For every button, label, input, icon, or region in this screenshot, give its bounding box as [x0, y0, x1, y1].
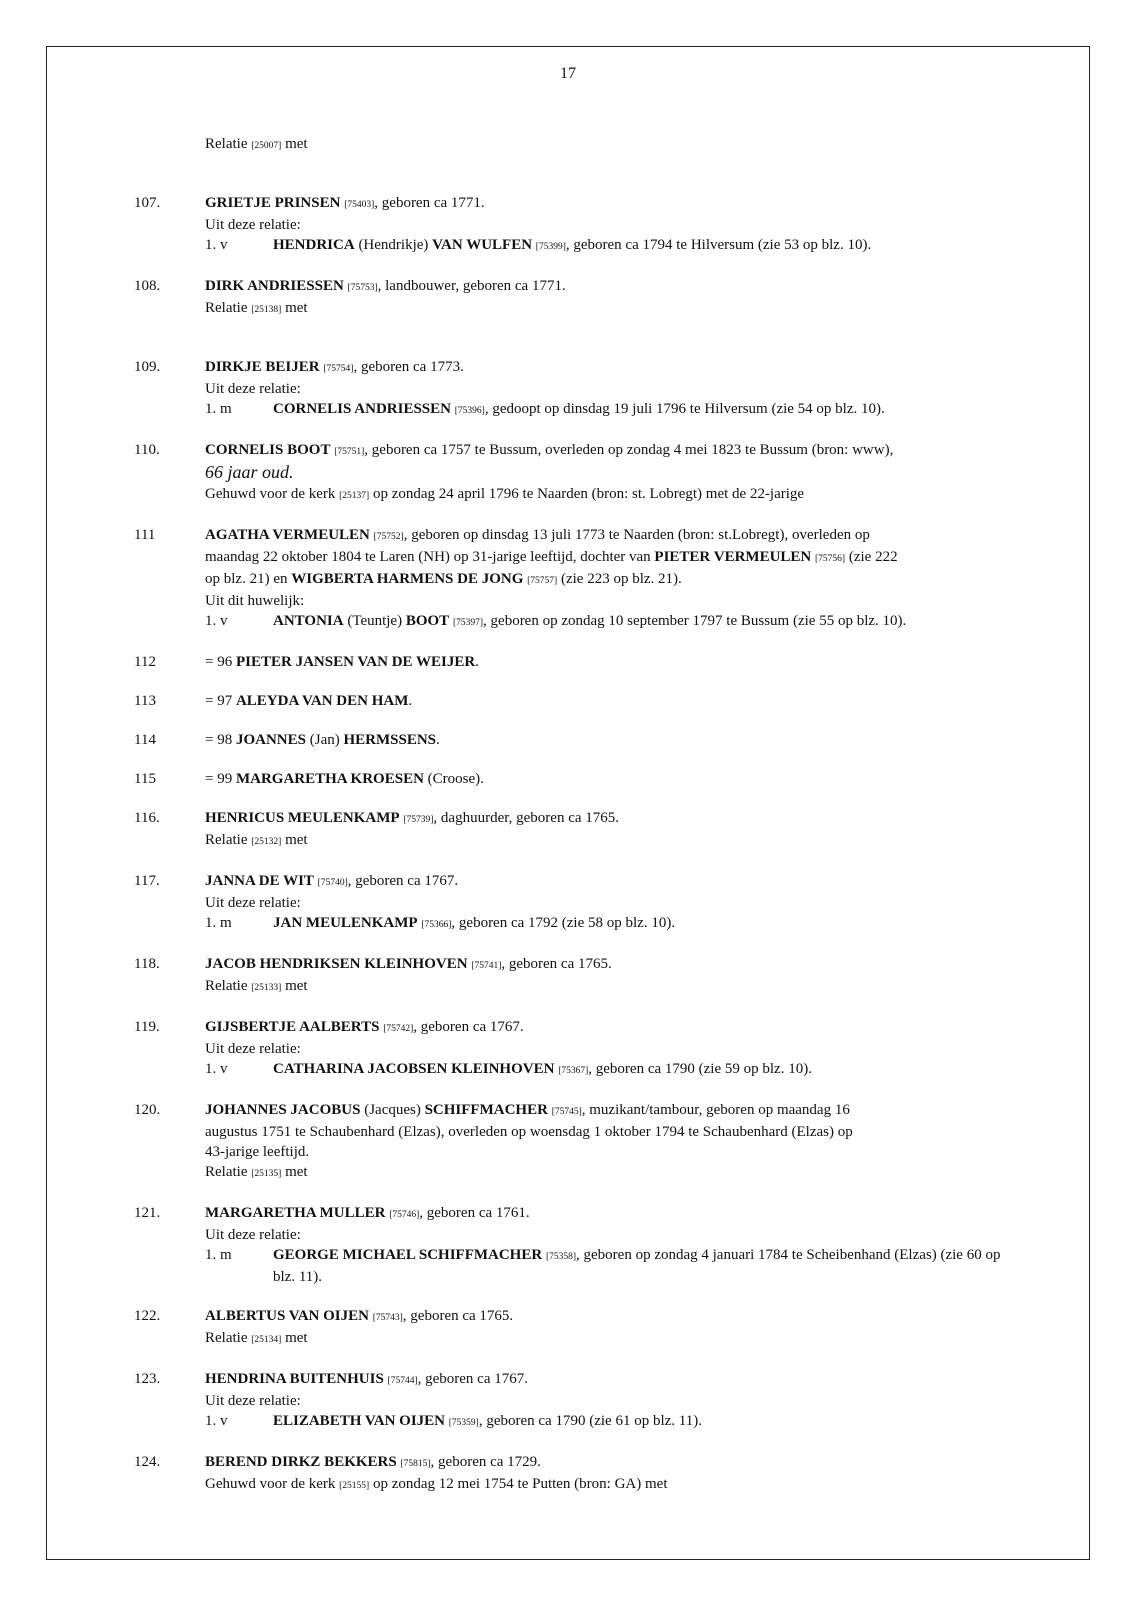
- spacer: [0, 750, 1136, 769]
- spacer: [0, 1287, 1136, 1306]
- entry-text: , landbouwer, geboren ca 1771.: [377, 278, 566, 294]
- entry: [0, 525, 1136, 633]
- entry-line: [205, 830, 1005, 852]
- entry-text: .: [436, 732, 440, 748]
- entry-text: Uit deze relatie:: [205, 1041, 301, 1057]
- record-id: [25133]: [251, 983, 282, 993]
- entry-text: (Teuntje): [343, 613, 406, 629]
- person-name: PIETER VERMEULEN: [654, 549, 812, 565]
- entry-text: , geboren ca 1767.: [347, 873, 459, 889]
- entry-number: 110.: [134, 442, 160, 458]
- entry: [0, 1017, 1136, 1081]
- record-id: [75752]: [373, 532, 404, 542]
- entry-text: , geboren op dinsdag 13 juli 1773 te Naarden (bron: st.Lobregt), overleden op: [403, 527, 870, 543]
- entry-text: Relatie: [205, 1330, 252, 1346]
- entry-text: .: [408, 693, 413, 709]
- entry: [0, 1100, 1136, 1184]
- spacer: [0, 257, 1136, 276]
- person-name: JOANNES: [235, 732, 306, 748]
- entry-text: Relatie: [205, 136, 252, 152]
- spacer: [0, 852, 1136, 871]
- child-entry: [205, 913, 1005, 935]
- entry-text: met: [281, 832, 308, 848]
- entry-body: [205, 652, 1005, 672]
- entry-text: Uit deze relatie:: [205, 217, 301, 233]
- entry-line: [205, 769, 1005, 789]
- entry-body: [205, 691, 1005, 711]
- entry-line: [205, 591, 1005, 611]
- child-index: 1. v: [205, 1413, 228, 1429]
- child-entry: [205, 399, 1005, 421]
- entry-line: [205, 357, 1005, 379]
- entry-text: , geboren op zondag 4 januari 1784 te Scheibenhand (Elzas) (zie 60 op blz. 11).: [273, 1247, 1001, 1285]
- person-name: CORNELIS BOOT: [205, 442, 331, 458]
- person-name: HENDRINA BUITENHUIS: [205, 1371, 384, 1387]
- entry-text: = 97: [205, 693, 236, 709]
- person-name: ALEYDA VAN DEN HAM: [235, 693, 409, 709]
- entry-number: 119.: [134, 1019, 160, 1035]
- entry-line: [205, 379, 1005, 399]
- entry-text: met: [281, 300, 308, 316]
- person-name: ELIZABETH VAN OIJEN: [273, 1413, 446, 1429]
- entry-text: Relatie: [205, 300, 252, 316]
- entry-body: [205, 1452, 1005, 1496]
- entry-line: [205, 1100, 1005, 1122]
- child-entry: [205, 235, 1005, 257]
- entry: [0, 1306, 1136, 1350]
- entry-body: [205, 1203, 1005, 1287]
- entry-line: [205, 1122, 1005, 1142]
- entry-text: , geboren ca 1790 (zie 61 op blz. 11).: [478, 1413, 702, 1429]
- entry-text: met: [281, 136, 308, 152]
- record-id: [75740]: [317, 878, 348, 888]
- spacer: [0, 1350, 1136, 1369]
- entry-line: [205, 193, 1005, 215]
- entry-body: [205, 808, 1005, 852]
- child-text: [273, 913, 1005, 935]
- entry-line: [205, 215, 1005, 235]
- entry-text: augustus 1751 te Schaubenhard (Elzas), overleden op woensdag 1 oktober 1794 te Schaubenhard (Elzas) op: [205, 1124, 853, 1140]
- person-name: MARGARETHA KROESEN: [235, 771, 424, 787]
- entry-line: [205, 484, 1005, 506]
- entry-body: [205, 525, 1005, 633]
- entry-number: 121.: [134, 1205, 161, 1221]
- entry-line: [205, 691, 1005, 711]
- entry-line: [205, 1306, 1005, 1328]
- person-name: HENDRICA: [273, 237, 355, 253]
- entry-line: [205, 569, 1005, 591]
- child-index: 1. m: [205, 915, 232, 931]
- person-name: BOOT: [405, 613, 450, 629]
- entry-line: [205, 1017, 1005, 1039]
- entry: [0, 193, 1136, 257]
- entry-text: , gedoopt op dinsdag 19 juli 1796 te Hilversum (zie 54 op blz. 10).: [484, 401, 885, 417]
- person-name: BEREND DIRKZ BEKKERS: [205, 1454, 397, 1470]
- entry-text: , geboren ca 1771.: [374, 195, 485, 211]
- entry-text: , geboren ca 1767.: [417, 1371, 529, 1387]
- entry-text: Gehuwd voor de kerk: [205, 486, 340, 502]
- entry-text: maandag 22 oktober 1804 te Laren (NH) op 31-jarige leeftijd, dochter van: [205, 549, 655, 565]
- spacer: [0, 506, 1136, 525]
- record-id: [75753]: [347, 283, 378, 293]
- entry-line: [205, 1369, 1005, 1391]
- entry-number: 123.: [134, 1371, 161, 1387]
- genealogy-entries: [0, 134, 1136, 1496]
- record-id: [75742]: [383, 1024, 414, 1034]
- entry: [0, 808, 1136, 852]
- person-name: JOHANNES JACOBUS: [205, 1102, 361, 1118]
- record-id: [25138]: [251, 305, 282, 315]
- entry-text: (zie 222: [845, 549, 898, 565]
- entry: [0, 276, 1136, 320]
- entry-text: , geboren ca 1794 te Hilversum (zie 53 op blz. 10).: [565, 237, 872, 253]
- entry-body: [205, 1017, 1005, 1081]
- child-text: [273, 399, 1005, 421]
- entry-text: met: [281, 1330, 308, 1346]
- entry-text: , geboren ca 1761.: [419, 1205, 530, 1221]
- entry-text: , daghuurder, geboren ca 1765.: [433, 810, 620, 826]
- record-id: [75746]: [389, 1210, 420, 1220]
- entry-text: 43-jarige leeftijd.: [205, 1144, 310, 1160]
- record-id: [75358]: [545, 1252, 577, 1262]
- entry-line: [205, 808, 1005, 830]
- entry-body: [205, 1306, 1005, 1350]
- person-name: WIGBERTA HARMENS DE JONG: [291, 571, 524, 587]
- entry-number: 109.: [134, 359, 161, 375]
- entry-text: (Croose).: [423, 771, 484, 787]
- entry-text: (zie 223 op blz. 21).: [557, 571, 682, 587]
- page-number: 17: [560, 65, 576, 82]
- person-name: AGATHA VERMEULEN: [205, 527, 370, 543]
- entry-line: [205, 134, 1005, 156]
- entry-text: , geboren ca 1773.: [353, 359, 464, 375]
- person-name: SCHIFFMACHER: [424, 1102, 548, 1118]
- entry-line: [205, 730, 1005, 750]
- entry-number: 113: [134, 693, 156, 709]
- entry-number: 114: [134, 732, 156, 748]
- entry-text: , geboren ca 1792 (zie 58 op blz. 10).: [451, 915, 676, 931]
- child-entry: [205, 611, 1005, 633]
- child-index: 1. m: [205, 401, 232, 417]
- entry-text: , geboren ca 1765.: [501, 956, 612, 972]
- entry: [0, 440, 1136, 506]
- entry-body: [205, 1369, 1005, 1433]
- entry-text: Uit deze relatie:: [205, 1393, 301, 1409]
- entry: [0, 954, 1136, 998]
- entry-number: 115: [134, 771, 156, 787]
- entry: [0, 691, 1136, 711]
- spacer: [0, 789, 1136, 808]
- record-id: [75403]: [344, 200, 375, 210]
- entry-body: [205, 1100, 1005, 1184]
- entry-body: [205, 769, 1005, 789]
- spacer: [0, 1433, 1136, 1452]
- entry-line: [205, 462, 1005, 484]
- entry-text: Gehuwd voor de kerk: [205, 1476, 340, 1492]
- record-id: [75751]: [334, 447, 365, 457]
- person-name: ANTONIA: [273, 613, 344, 629]
- person-name: ALBERTUS VAN OIJEN: [205, 1308, 369, 1324]
- entry-body: [205, 440, 1005, 506]
- record-id: [75741]: [471, 961, 502, 971]
- child-entry: [205, 1411, 1005, 1433]
- child-text: [273, 1245, 1005, 1287]
- record-id: [25137]: [339, 491, 370, 501]
- entry-number: 118.: [134, 956, 160, 972]
- entry: [0, 1369, 1136, 1433]
- entry-body: [205, 276, 1005, 320]
- spacer: [0, 421, 1136, 440]
- entry-body: [205, 730, 1005, 750]
- entry-text: .: [475, 654, 479, 670]
- record-id: [75754]: [323, 364, 354, 374]
- entry-text: = 99: [205, 771, 236, 787]
- entry: [0, 357, 1136, 421]
- child-entry: [205, 1059, 1005, 1081]
- entry-body: [205, 954, 1005, 998]
- entry-text: , geboren ca 1790 (zie 59 op blz. 10).: [588, 1061, 812, 1077]
- entry-number: 111: [134, 527, 156, 543]
- spacer: [0, 935, 1136, 954]
- entry-line: [205, 976, 1005, 998]
- entry: [0, 1203, 1136, 1287]
- person-name: MARGARETHA MULLER: [205, 1205, 386, 1221]
- entry-number: 122.: [134, 1308, 161, 1324]
- child-index: 1. v: [205, 613, 228, 629]
- spacer: [0, 1081, 1136, 1100]
- entry-text: Uit deze relatie:: [205, 895, 301, 911]
- record-id: [25132]: [251, 837, 282, 847]
- record-id: [75744]: [387, 1376, 418, 1386]
- person-name: GIJSBERTJE AALBERTS: [205, 1019, 380, 1035]
- person-name: PIETER JANSEN VAN DE WEIJER: [235, 654, 476, 670]
- child-index: 1. m: [205, 1247, 232, 1263]
- entry-line: [205, 1391, 1005, 1411]
- entry-line: [205, 1225, 1005, 1245]
- person-name: VAN WULFEN: [432, 237, 533, 253]
- entry-number: 107.: [134, 195, 161, 211]
- entry-line: [205, 1452, 1005, 1474]
- entry-number: 116.: [134, 810, 160, 826]
- entry-text: Uit deze relatie:: [205, 1227, 301, 1243]
- entry: [0, 652, 1136, 672]
- entry-line: [205, 1039, 1005, 1059]
- entry: [0, 769, 1136, 789]
- person-name: GRIETJE PRINSEN: [205, 195, 341, 211]
- record-id: [75757]: [527, 576, 558, 586]
- entry-number: [0, 134, 205, 156]
- record-id: [75366]: [421, 920, 452, 930]
- entry-text: op zondag 12 mei 1754 te Putten (bron: GA) met: [369, 1476, 668, 1492]
- entry-text: , geboren ca 1767.: [413, 1019, 524, 1035]
- entry-line: [205, 954, 1005, 976]
- entry-line: [205, 440, 1005, 462]
- entry: [0, 134, 1136, 156]
- spacer: [0, 320, 1136, 357]
- record-id: [75396]: [454, 406, 485, 416]
- record-id: [75745]: [551, 1107, 582, 1117]
- spacer: [0, 672, 1136, 691]
- record-id: [75743]: [372, 1313, 403, 1323]
- entry-text: , muzikant/tambour, geboren op maandag 16: [581, 1102, 850, 1118]
- entry: [0, 730, 1136, 750]
- record-id: [75756]: [815, 554, 846, 564]
- person-name: JACOB HENDRIKSEN KLEINHOVEN: [205, 956, 468, 972]
- record-id: [75359]: [448, 1418, 479, 1428]
- entry-text: Relatie: [205, 1164, 252, 1180]
- entry-number: 117.: [134, 873, 160, 889]
- child-index: 1. v: [205, 1061, 228, 1077]
- entry-text: op zondag 24 april 1796 te Naarden (bron: st. Lobregt) met de 22-jarige: [369, 486, 805, 502]
- spacer: [0, 1184, 1136, 1203]
- entry-text: , geboren op zondag 10 september 1797 te Bussum (zie 55 op blz. 10).: [483, 613, 907, 629]
- entry-line: [205, 1474, 1005, 1496]
- entry-body: [205, 871, 1005, 935]
- entry-text: , geboren ca 1757 te Bussum, overleden op zondag 4 mei 1823 te Bussum (bron: www),: [364, 442, 894, 458]
- entry-body: [205, 134, 1005, 156]
- entry-line: [205, 893, 1005, 913]
- entry-body: [205, 357, 1005, 421]
- child-text: [273, 611, 1005, 633]
- entry-body: [205, 193, 1005, 257]
- person-name: CORNELIS ANDRIESSEN: [273, 401, 451, 417]
- entry-text: (Hendrikje): [354, 237, 433, 253]
- person-name: JAN MEULENKAMP: [273, 915, 418, 931]
- record-id: [75397]: [452, 618, 484, 628]
- entry-text: Uit deze relatie:: [205, 381, 301, 397]
- record-id: [75815]: [400, 1459, 431, 1469]
- record-id: [25134]: [251, 1335, 282, 1345]
- age-note: 66 jaar oud.: [205, 462, 294, 482]
- entry: [0, 1452, 1136, 1496]
- entry-line: [205, 1162, 1005, 1184]
- entry-text: met: [281, 1164, 308, 1180]
- entry-number: 124.: [134, 1454, 161, 1470]
- entry-number: 112: [134, 654, 156, 670]
- entry-line: [205, 652, 1005, 672]
- entry-line: [205, 525, 1005, 547]
- entry: [0, 871, 1136, 935]
- person-name: CATHARINA JACOBSEN KLEINHOVEN: [273, 1061, 555, 1077]
- record-id: [25007]: [251, 141, 282, 151]
- child-text: [273, 1059, 1005, 1081]
- record-id: [25155]: [339, 1481, 370, 1491]
- entry-text: (Jan): [305, 732, 344, 748]
- person-name: HENRICUS MEULENKAMP: [205, 810, 400, 826]
- entry-line: [205, 871, 1005, 893]
- entry-text: = 98: [205, 732, 236, 748]
- entry-line: [205, 298, 1005, 320]
- entry-text: Relatie: [205, 832, 252, 848]
- child-index: 1. v: [205, 237, 228, 253]
- entry-line: [205, 1203, 1005, 1225]
- person-name: DIRKJE BEIJER: [205, 359, 320, 375]
- entry-text: = 96: [205, 654, 236, 670]
- record-id: [25135]: [251, 1169, 282, 1179]
- record-id: [75399]: [535, 242, 566, 252]
- entry-text: Uit dit huwelijk:: [205, 593, 305, 609]
- person-name: JANNA DE WIT: [205, 873, 314, 889]
- person-name: GEORGE MICHAEL SCHIFFMACHER: [273, 1247, 543, 1263]
- entry-text: met: [281, 978, 308, 994]
- spacer: [0, 156, 1136, 193]
- spacer: [0, 633, 1136, 652]
- entry-line: [205, 1328, 1005, 1350]
- person-name: HERMSSENS: [343, 732, 437, 748]
- spacer: [0, 998, 1136, 1017]
- spacer: [0, 711, 1136, 730]
- record-id: [75739]: [403, 815, 434, 825]
- entry-text: Relatie: [205, 978, 252, 994]
- entry-number: 120.: [134, 1102, 161, 1118]
- entry-text: , geboren ca 1729.: [430, 1454, 541, 1470]
- person-name: DIRK ANDRIESSEN: [205, 278, 344, 294]
- entry-line: [205, 547, 1005, 569]
- entry-text: op blz. 21) en: [205, 571, 292, 587]
- entry-text: , geboren ca 1765.: [402, 1308, 514, 1324]
- entry-line: [205, 276, 1005, 298]
- entry-line: [205, 1142, 1005, 1162]
- entry-text: (Jacques): [360, 1102, 425, 1118]
- record-id: [75367]: [558, 1066, 589, 1076]
- child-entry: [205, 1245, 1005, 1287]
- entry-number: 108.: [134, 278, 161, 294]
- child-text: [273, 235, 1005, 257]
- child-text: [273, 1411, 1005, 1433]
